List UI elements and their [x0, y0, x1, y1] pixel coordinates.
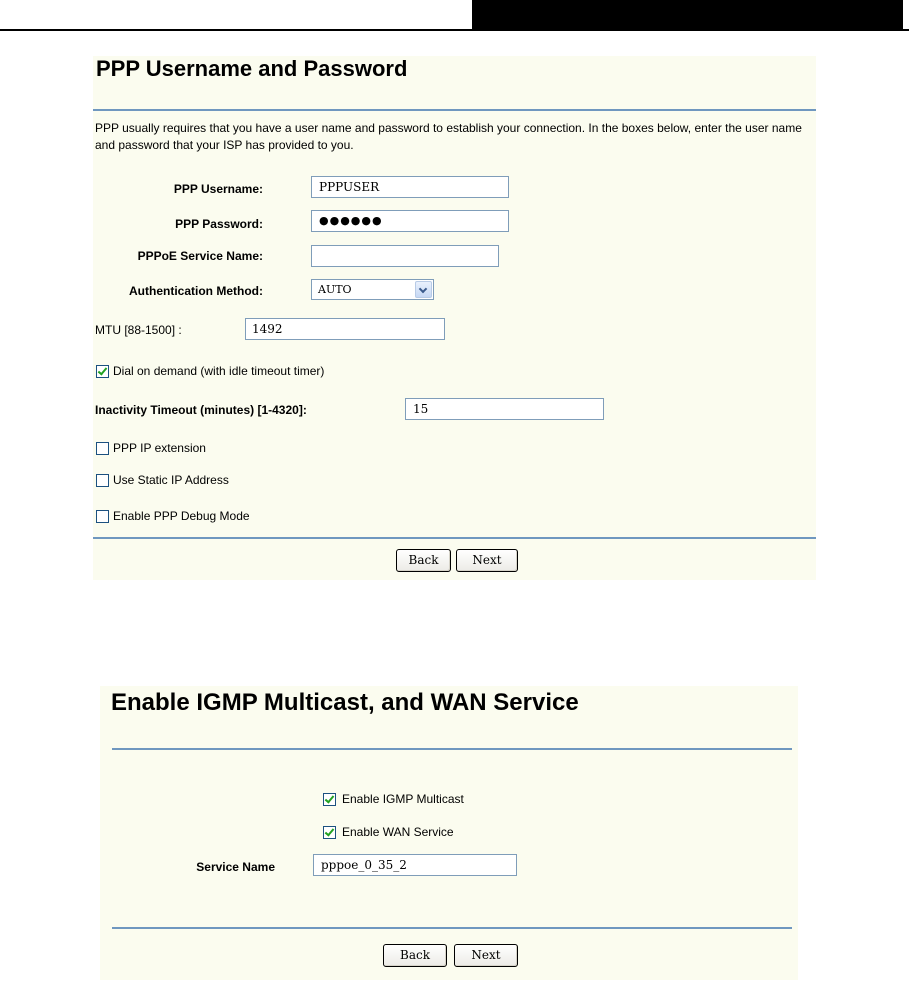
- ppp-debug-mode-checkbox[interactable]: [96, 510, 109, 523]
- ppp-username-label: PPP Username:: [173, 182, 263, 196]
- igmp-next-button[interactable]: Next: [454, 944, 518, 967]
- next-button[interactable]: Next: [456, 549, 518, 572]
- service-name-label: Service Name: [196, 860, 275, 874]
- auth-method-select[interactable]: [311, 279, 434, 300]
- igmp-multicast-checkbox[interactable]: [323, 793, 336, 806]
- dial-on-demand-checkbox[interactable]: [96, 365, 109, 378]
- auth-method-label: Authentication Method:: [129, 284, 263, 298]
- auth-method-value: AUTO: [318, 283, 352, 296]
- header-bar: [472, 0, 903, 29]
- igmp-panel-title: Enable IGMP Multicast, and WAN Service: [111, 689, 579, 716]
- igmp-back-button[interactable]: Back: [383, 944, 447, 967]
- static-ip-label: Use Static IP Address: [113, 473, 229, 487]
- mtu-input[interactable]: 1492: [245, 318, 445, 340]
- title-divider: [93, 109, 816, 111]
- pppoe-service-name-label: PPPoE Service Name:: [137, 249, 263, 263]
- service-name-input[interactable]: pppoe_0_35_2: [313, 854, 517, 876]
- pppoe-service-name-input[interactable]: [311, 245, 499, 267]
- igmp-title-divider: [112, 748, 792, 750]
- static-ip-checkbox[interactable]: [96, 474, 109, 487]
- intro-text: PPP usually requires that you have a user name and password to establish your connection. In the boxes below, enter the user name and password that your ISP has provided to you.: [95, 121, 802, 152]
- inactivity-timeout-label: Inactivity Timeout (minutes) [1-4320]:: [95, 403, 307, 417]
- igmp-footer-divider: [112, 927, 792, 929]
- ppp-password-input[interactable]: ●●●●●●: [311, 210, 509, 232]
- page-title: PPP Username and Password: [96, 56, 408, 81]
- header-rule: [0, 29, 909, 31]
- ppp-credentials-panel: [93, 56, 816, 580]
- inactivity-timeout-input[interactable]: 15: [405, 398, 604, 420]
- igmp-multicast-label: Enable IGMP Multicast: [342, 792, 464, 806]
- mtu-label: MTU [88-1500] :: [95, 323, 182, 337]
- ppp-ip-extension-label: PPP IP extension: [113, 441, 206, 455]
- dial-on-demand-label: Dial on demand (with idle timeout timer): [113, 364, 325, 378]
- ppp-ip-extension-checkbox[interactable]: [96, 442, 109, 455]
- wan-service-label: Enable WAN Service: [342, 825, 454, 839]
- chevron-down-icon[interactable]: [415, 281, 432, 298]
- ppp-username-input[interactable]: PPPUSER: [311, 176, 509, 198]
- ppp-debug-mode-label: Enable PPP Debug Mode: [113, 509, 250, 523]
- back-button[interactable]: Back: [396, 549, 451, 572]
- wan-service-checkbox[interactable]: [323, 826, 336, 839]
- ppp-password-label: PPP Password:: [175, 217, 263, 231]
- footer-divider: [93, 537, 816, 539]
- igmp-wan-panel: [100, 686, 798, 980]
